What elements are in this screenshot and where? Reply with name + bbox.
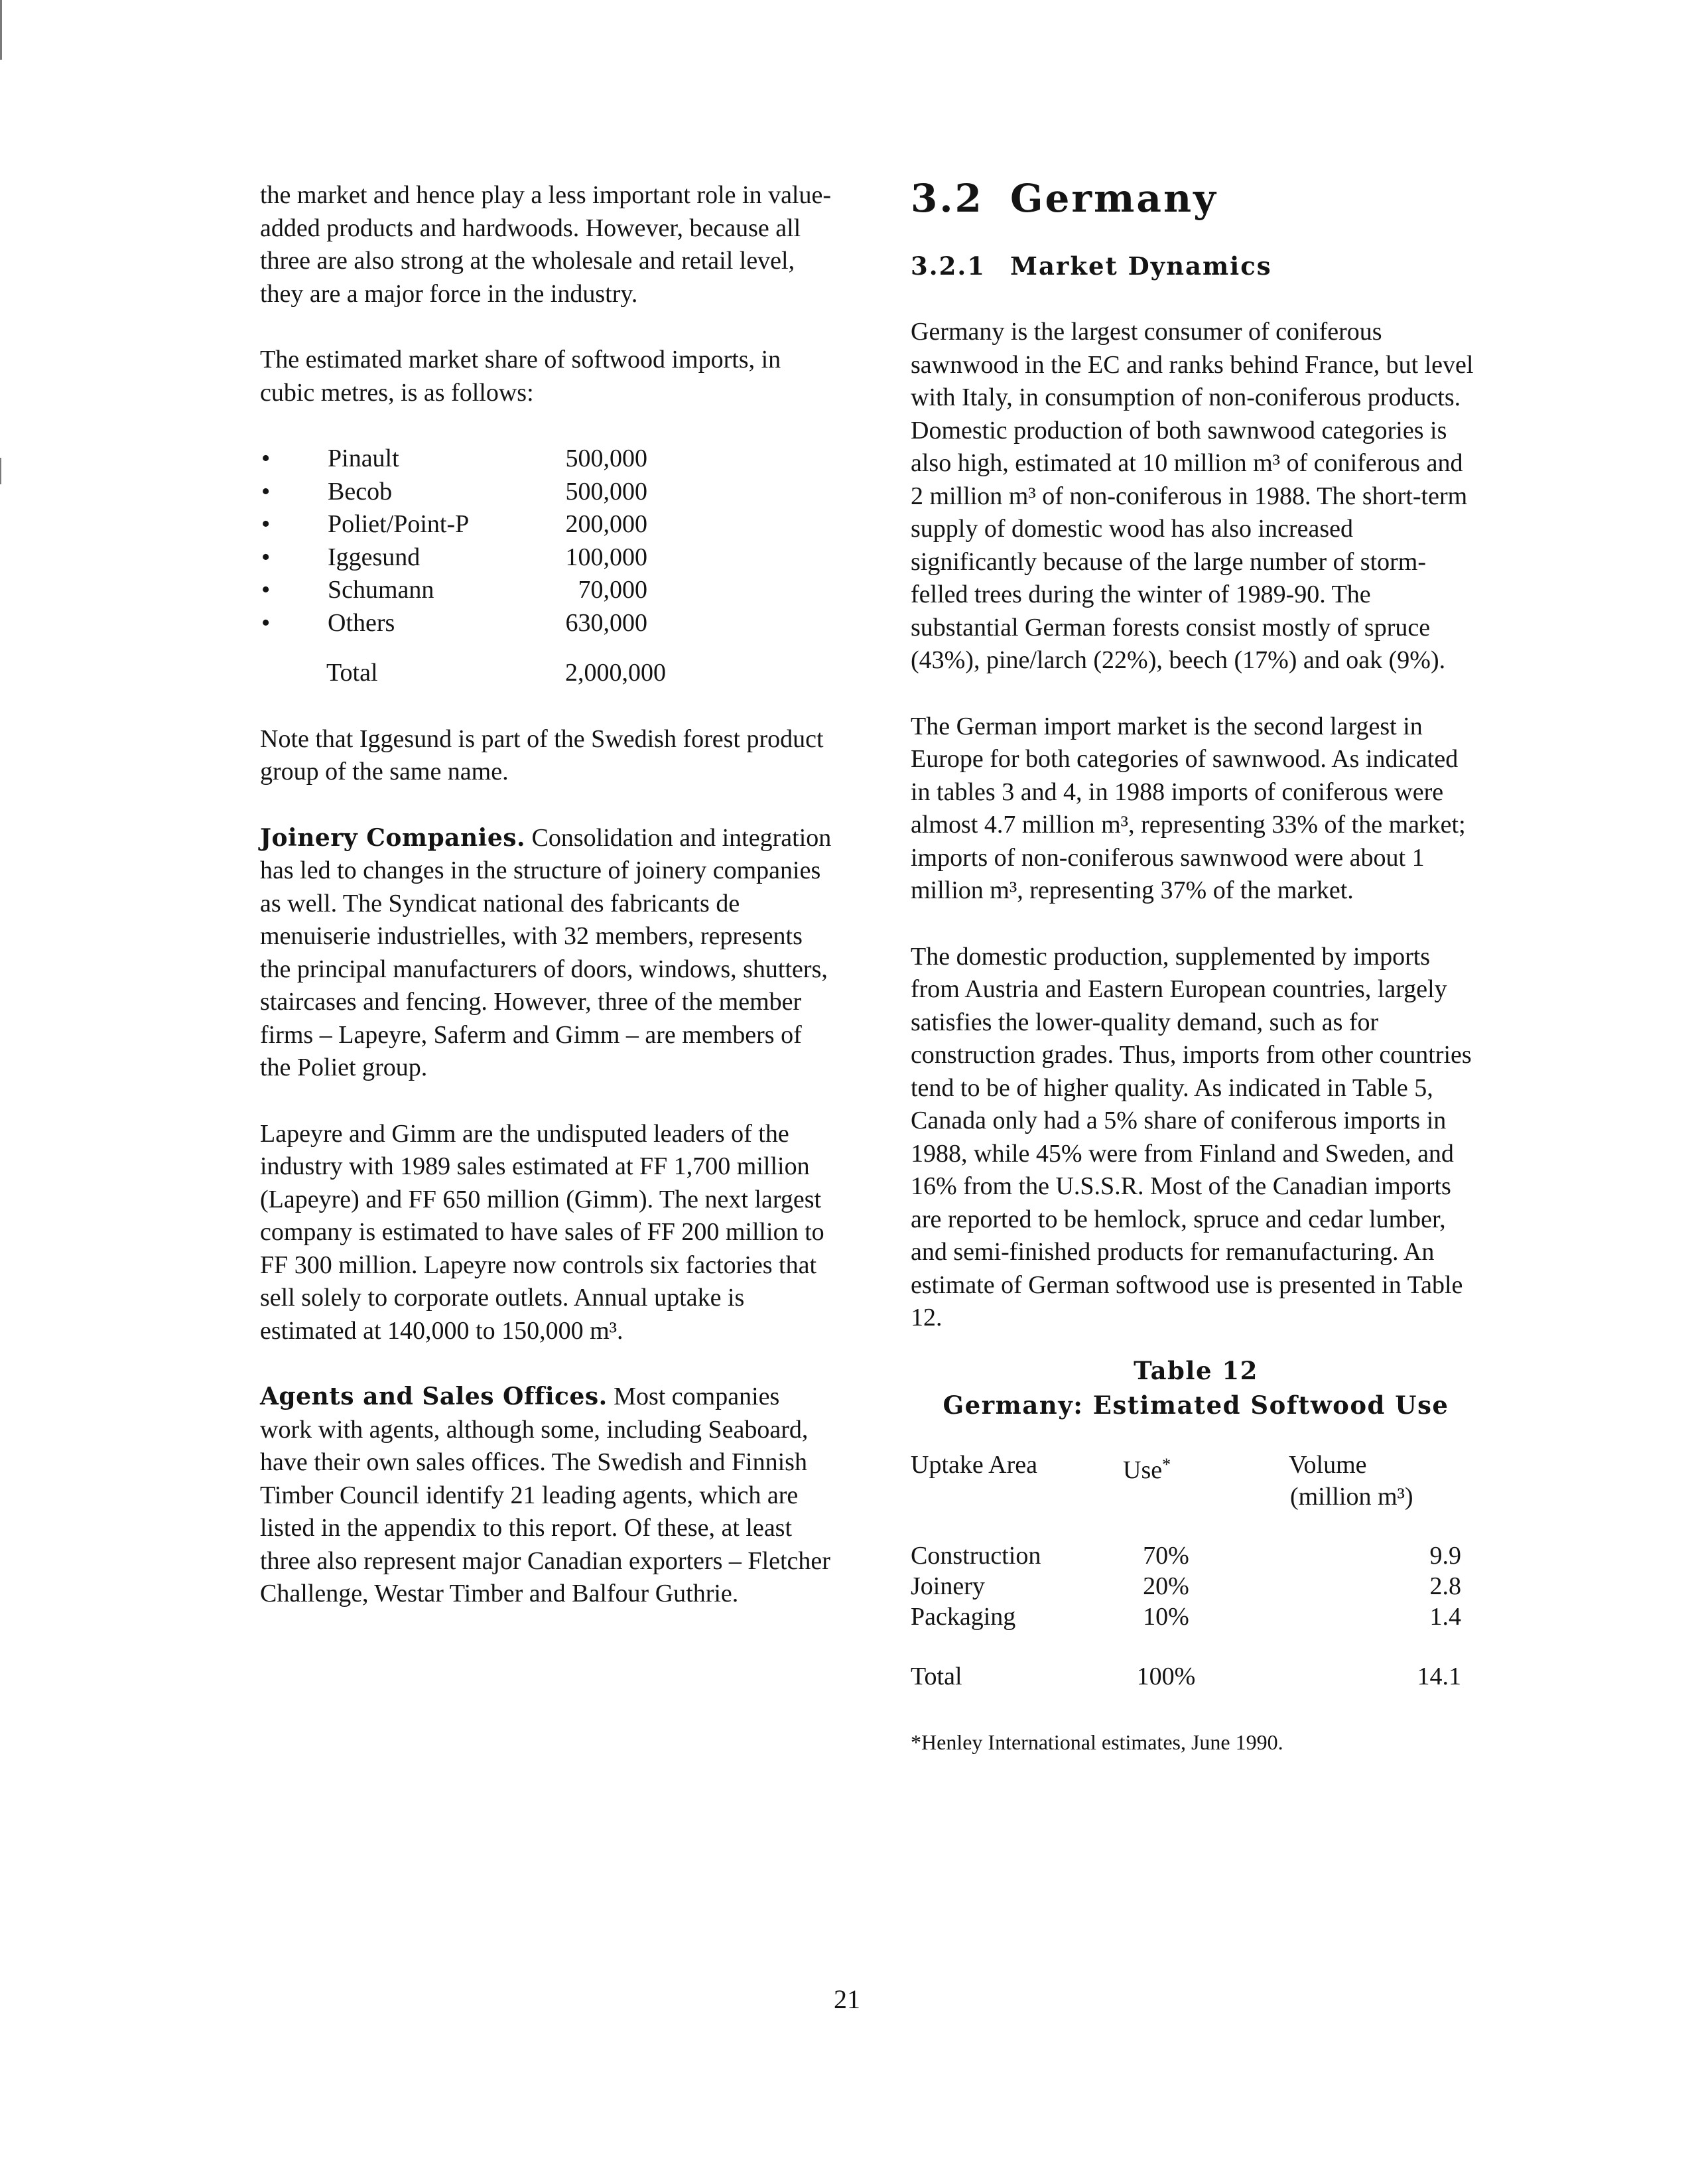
scan-edge-mark [0, 458, 1, 484]
table-title: Germany: Estimated Softwood Use [943, 1390, 1449, 1420]
table-row [911, 1540, 1481, 1571]
page-number: 21 [834, 1984, 860, 2014]
cell-use: 100% [1136, 1662, 1196, 1690]
list-item [260, 607, 837, 640]
subsection-title: Market Dynamics [1010, 251, 1272, 281]
cell-volume: 9.9 [1429, 1541, 1461, 1570]
header-volume [1289, 1449, 1461, 1513]
company-volume: 500,000 [565, 444, 647, 472]
cell-area: Total [911, 1662, 962, 1690]
company-volume: 500,000 [565, 477, 647, 506]
section-title: Germany [1010, 176, 1218, 221]
cell-volume: 2.8 [1429, 1572, 1461, 1600]
bullet-icon: • [261, 510, 271, 538]
bullet-icon: • [261, 576, 271, 604]
company-name: Pinault [328, 444, 399, 472]
footnote-mark: * [1162, 1454, 1171, 1474]
cell-use: 70% [1143, 1541, 1189, 1570]
agents-heading: Agents and Sales Offices. [260, 1383, 608, 1410]
agents-text: Most companies work with agents, although some, including Seaboard, have their own sales offices. The Swedish and Finnish Timber Council identify 21 leading agents, which are listed in the appendix to this report. Of these, at least three also represent major Canadian exporters – Fletcher Challenge, Westar Timber and Balfour Guthrie. [260, 1383, 830, 1607]
joinery-text: Consolidation and integration has led to changes in the structure of joinery companies as well. The Syndicat national des fabricants de menuiserie industrielles, with 32 members, represents the principal manufacturers of doors, windows, shutters, staircases and fencing. However, three of the member firms – Lapeyre, Saferm and Gimm – are members of the Poliet group. [260, 823, 832, 1081]
table-header-row [911, 1449, 1481, 1513]
cell-use: 10% [1143, 1602, 1189, 1631]
table-row [911, 1602, 1481, 1632]
joinery-heading: Joinery Companies. [260, 823, 526, 852]
cell-volume: 1.4 [1429, 1602, 1461, 1631]
market-share-intro: The estimated market share of softwood imports, in cubic metres, is as follows: [260, 346, 781, 407]
consumption-paragraph: Germany is the largest consumer of coniferous sawnwood in the EC and ranks behind France, but level with Italy, in consumption of non-coniferous products. Domestic production of both sawnwood categories is also high, estimated at 10 million m³ of coniferous and 2 million m³ of non-coniferous in 1988. The short-term supply of domestic wood has also increased significantly because of the large number of storm-felled trees during the winter of 1989-90. The substantial German forests consist mostly of spruce (43%), pine/larch (22%), beech (17%) and oak (9%). [911, 318, 1474, 674]
domestic-production-paragraph: The domestic production, supplemented by imports from Austria and Eastern European countries, largely satisfies the lower-quality demand, such as for construction grades. Thus, imports from other countries tend to be of higher quality. As indicated in Table 5, Canada only had a 5% share of coniferous imports in 1988, while 45% were from Finland and Sweden, and 16% from the U.S.S.R. Most of the Canadian imports are reported to be hemlock, spruce and cedar lumber, and semi-finished products for remanufacturing. An estimate of German softwood use is presented in Table 12. [911, 942, 1472, 1331]
cell-use: 20% [1143, 1572, 1189, 1600]
table-total-row [911, 1661, 1481, 1692]
bullet-icon: • [261, 477, 271, 506]
intro-paragraph: the market and hence play a less important role in value-added products and hardwoods. However, because all three are also strong at the wholesale and retail level, they are a major force in the industry. [260, 181, 832, 308]
cell-area: Packaging [911, 1602, 1016, 1631]
right-column [911, 176, 1481, 1759]
bullet-icon: • [261, 543, 271, 571]
company-volume: 630,000 [565, 608, 647, 637]
import-market-paragraph: The German import market is the second largest in Europe for both categories of sawnwood. As indicated in tables 3 and 4, in 1988 imports of coniferous were almost 4.7 million m³, representing 33% of the market; imports of non-coniferous sawnwood were about 1 million m³, representing 37% of the market. [911, 712, 1466, 904]
subsection-heading [911, 249, 1481, 283]
lapeyre-paragraph: Lapeyre and Gimm are the undisputed leaders of the industry with 1989 sales estimated at FF 1,700 million (Lapeyre) and FF 650 million (Gimm). The next largest company is estimated to have sales of FF 200 million to FF 300 million. Lapeyre now controls six factories that sell solely to corporate outlets. Annual uptake is estimated at 140,000 to 150,000 m³. [260, 1119, 824, 1345]
cell-volume: 14.1 [1417, 1662, 1461, 1690]
subsection-number: 3.2.1 [911, 251, 986, 281]
company-name: Poliet/Point-P [328, 510, 470, 538]
list-item [260, 541, 837, 575]
iggesund-note: Note that Iggesund is part of the Swedish forest product group of the same name. [260, 724, 824, 785]
company-name: Iggesund [328, 543, 421, 571]
scan-edge-mark [0, 0, 2, 60]
company-name: Others [328, 608, 395, 637]
section-number: 3.2 [911, 176, 984, 221]
bullet-icon: • [261, 608, 271, 637]
bullet-icon: • [261, 444, 271, 472]
total-value: 2,000,000 [565, 659, 666, 687]
company-volume: 200,000 [565, 510, 647, 538]
company-name: Becob [328, 477, 393, 506]
table-footnote: *Henley International estimates, June 1990. [911, 1730, 1283, 1754]
table-number: Table 12 [1134, 1355, 1258, 1385]
list-item [260, 443, 837, 476]
header-volume-label: Volume [1289, 1450, 1367, 1479]
total-label: Total [326, 659, 378, 687]
header-uptake-area: Uptake Area [911, 1450, 1037, 1479]
cell-area: Joinery [911, 1572, 985, 1600]
list-item [260, 508, 837, 541]
header-use [1123, 1449, 1289, 1513]
section-heading [911, 175, 1481, 222]
table-body [911, 1540, 1481, 1692]
left-column [260, 179, 837, 1644]
market-share-total [260, 657, 837, 690]
header-volume-unit: (million m³) [1290, 1482, 1413, 1511]
joinery-paragraph [260, 822, 837, 1085]
table-row [911, 1571, 1481, 1602]
list-item [260, 574, 837, 607]
company-name: Schumann [328, 576, 434, 604]
list-item [260, 476, 837, 509]
company-volume: 100,000 [565, 543, 647, 571]
softwood-use-table [911, 1355, 1481, 1759]
header-use-label: Use [1123, 1456, 1163, 1484]
company-volume: 70,000 [578, 576, 647, 604]
cell-area: Construction [911, 1541, 1041, 1570]
market-share-list [260, 443, 837, 640]
agents-paragraph [260, 1381, 837, 1611]
